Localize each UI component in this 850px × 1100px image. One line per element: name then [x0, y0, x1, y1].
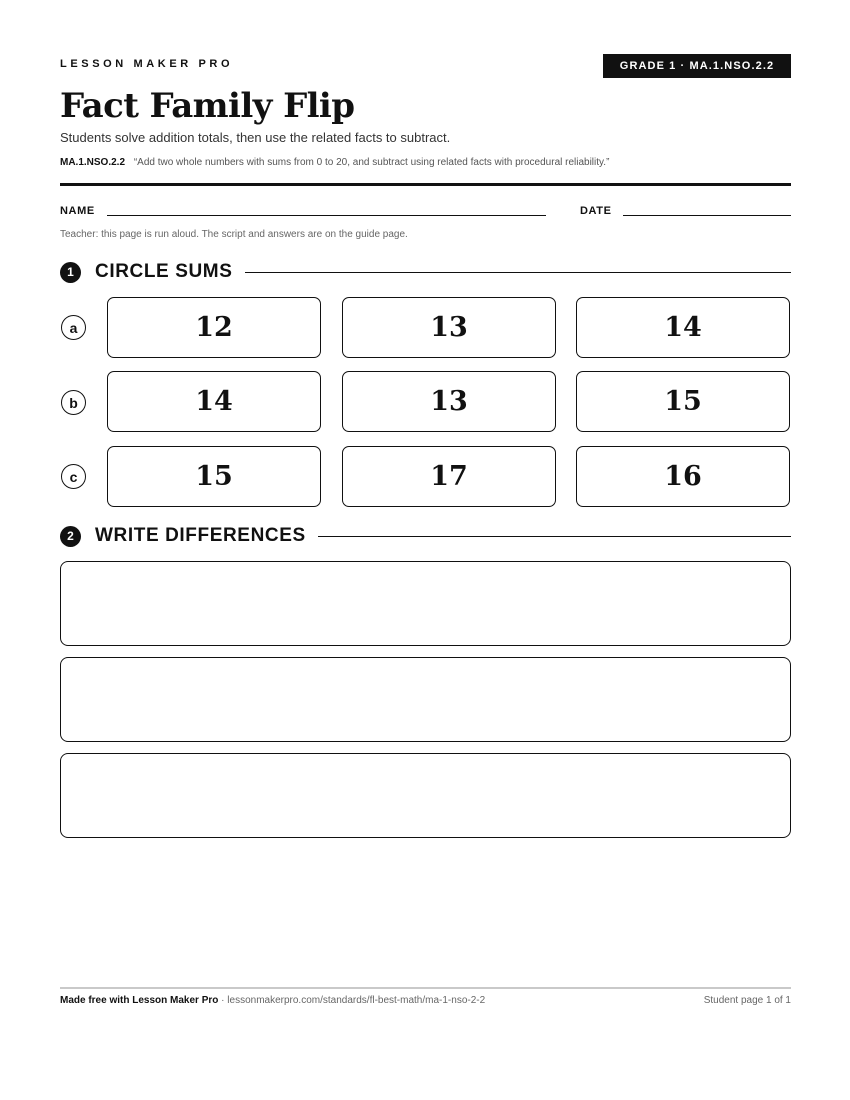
- grade-badge: GRADE 1 · MA.1.NSO.2.2: [603, 54, 791, 78]
- date-field[interactable]: [623, 215, 791, 216]
- worksheet-subtitle: Students solve addition totals, then use the related facts to subtract.: [60, 130, 451, 145]
- sum-choice[interactable]: 15: [576, 371, 790, 432]
- sum-choice[interactable]: 13: [342, 297, 556, 358]
- brand-name: LESSON MAKER PRO: [60, 58, 234, 70]
- date-label: DATE: [580, 205, 612, 217]
- row-letter-a: a: [61, 315, 86, 340]
- footer-brand: Made free with Lesson Maker Pro: [60, 995, 219, 1006]
- section-number-badge: 2: [60, 526, 81, 547]
- sum-choice[interactable]: 14: [576, 297, 790, 358]
- section-title: CIRCLE SUMS: [95, 261, 233, 282]
- section-rule: [245, 272, 792, 273]
- teacher-note: Teacher: this page is run aloud. The script and answers are on the guide page.: [60, 229, 408, 240]
- footer-separator: ·: [218, 995, 228, 1006]
- section-rule: [318, 536, 791, 537]
- sum-choice[interactable]: 17: [342, 446, 556, 507]
- section-write-differences-header: [60, 525, 791, 547]
- name-label: NAME: [60, 205, 95, 217]
- footer-url[interactable]: lessonmakerpro.com/standards/fl-best-math/ma-1-nso-2-2: [227, 995, 486, 1006]
- worksheet-title: Fact Family Flip: [60, 86, 355, 126]
- row-letter-b: b: [61, 390, 86, 415]
- standard-text: “Add two whole numbers with sums from 0 to 20, and subtract using related facts with procedural reliability.”: [133, 157, 610, 168]
- section-circle-sums-header: [60, 261, 791, 283]
- sum-choice[interactable]: 12: [107, 297, 321, 358]
- page-indicator: Student page 1 of 1: [703, 995, 791, 1006]
- section-title: WRITE DIFFERENCES: [95, 525, 306, 546]
- footer-credit: [60, 995, 485, 1006]
- sum-choice[interactable]: 13: [342, 371, 556, 432]
- row-letter-c: c: [61, 464, 86, 489]
- header-divider: [60, 183, 791, 186]
- standard-description: [60, 157, 609, 168]
- difference-answer-box[interactable]: [60, 657, 791, 742]
- footer-divider: [60, 987, 791, 989]
- difference-answer-box[interactable]: [60, 561, 791, 646]
- difference-answer-box[interactable]: [60, 753, 791, 838]
- sum-choice[interactable]: 16: [576, 446, 790, 507]
- standard-code: MA.1.NSO.2.2: [60, 157, 126, 168]
- name-field[interactable]: [107, 215, 546, 216]
- sum-choice[interactable]: 14: [107, 371, 321, 432]
- section-number-badge: 1: [60, 262, 81, 283]
- sum-choice[interactable]: 15: [107, 446, 321, 507]
